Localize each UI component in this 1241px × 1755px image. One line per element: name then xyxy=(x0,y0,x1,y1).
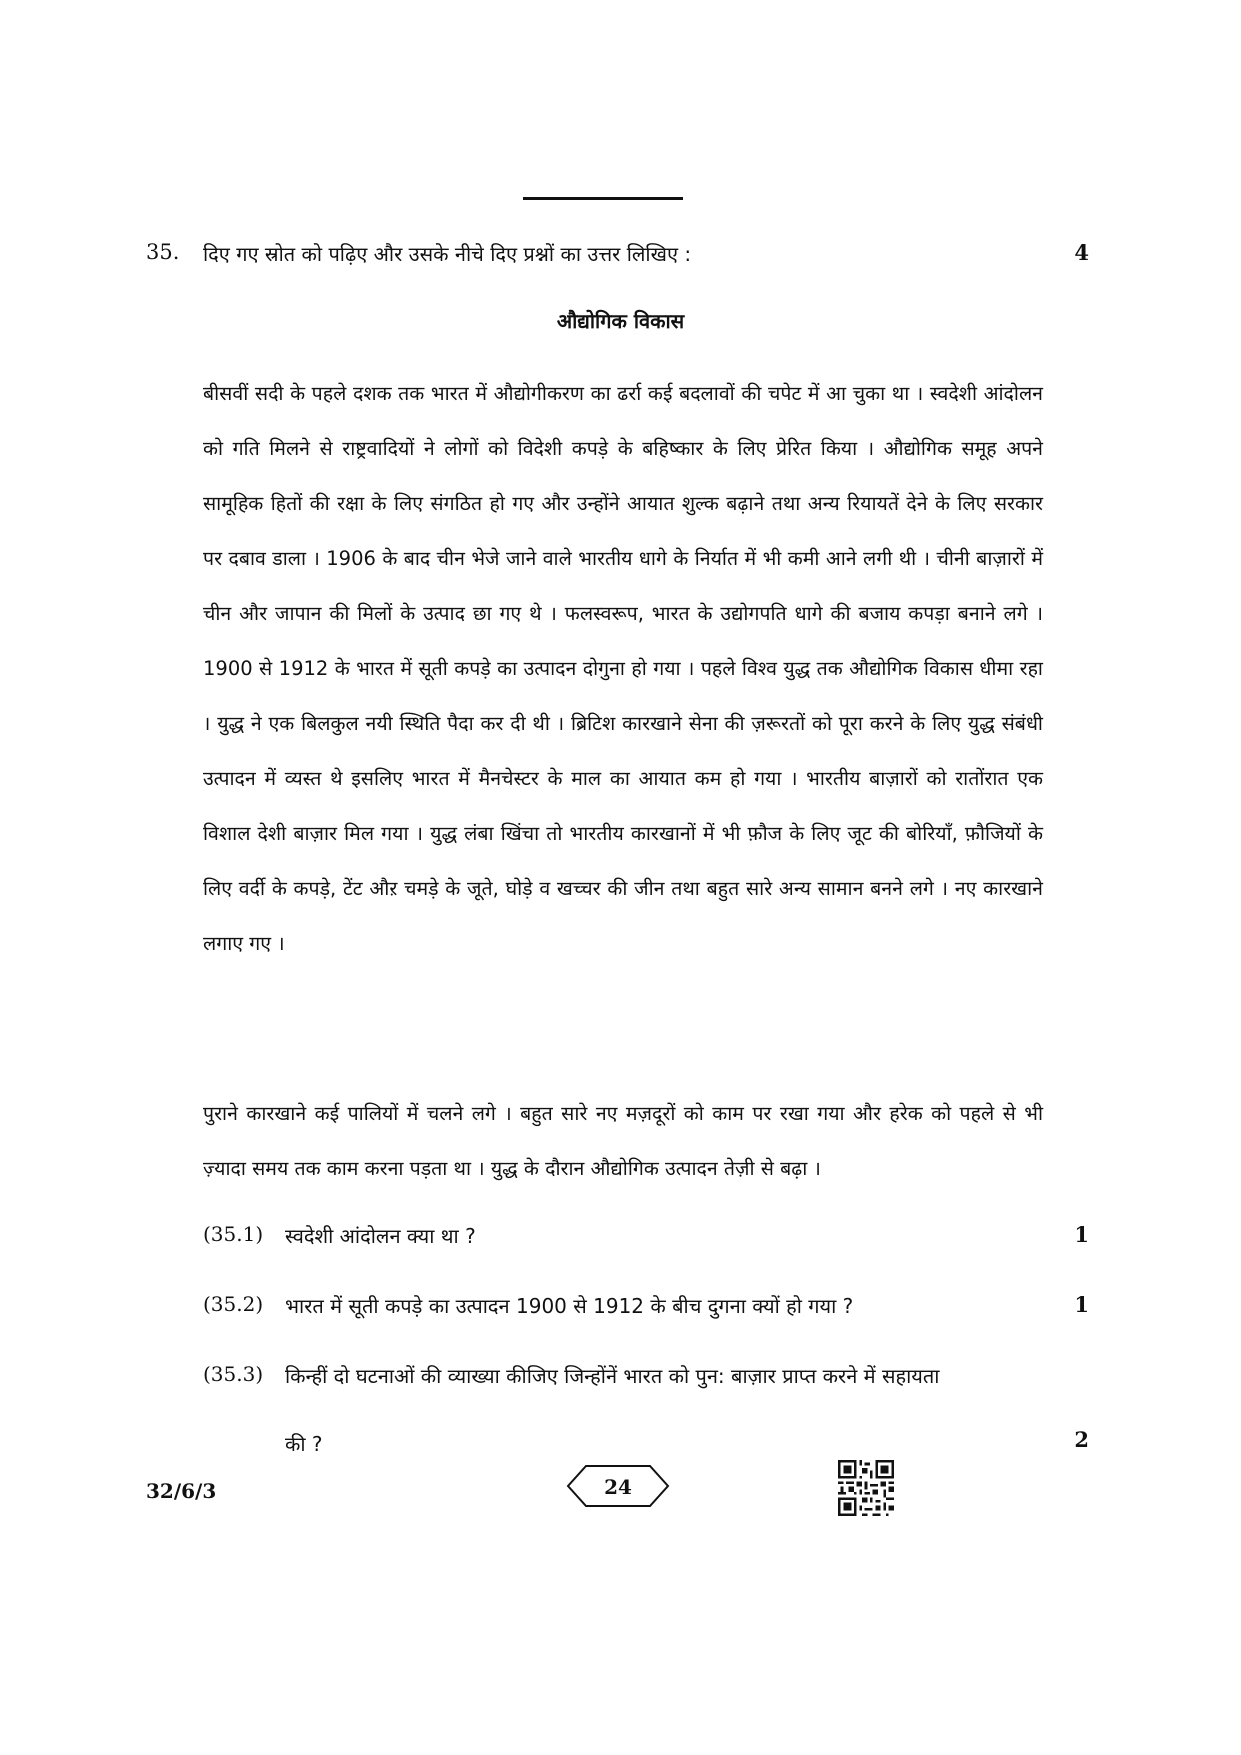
top-divider xyxy=(523,197,683,200)
question-instruction: दिए गए स्रोत को पढ़िए और उसके नीचे दिए प्रश्नों का उत्तर लिखिए : xyxy=(203,242,692,266)
source-paragraph-2: पुराने कारखाने कई पालियों में चलने लगे । बहुत सारे नए मज़दूरों को काम पर रखा गया और हरेक को पहले से भी ज़्यादा समय तक काम करना पड़ता था । युद्ध के दौरान औद्योगिक उत्पादन तेज़ी से बढ़ा । xyxy=(203,1102,1043,1180)
page-number-badge xyxy=(566,1464,670,1508)
qr-code-icon xyxy=(838,1460,894,1516)
sub-question-3-marks: 2 xyxy=(1074,1427,1089,1452)
sub-question-number: (35.1) xyxy=(203,1222,264,1246)
sub-question-2-marks: 1 xyxy=(1074,1292,1089,1317)
question-number: 35. xyxy=(146,240,180,264)
page-number: 24 xyxy=(604,1475,632,1499)
source-paragraph-1: बीसवीं सदी के पहले दशक तक भारत में औद्योगीकरण का ढर्रा कई बदलावों की चपेट में आ चुका था । स्वदेशी आंदोलन को गति मिलने से राष्ट्रवादियों ने लोगों को विदेशी कपड़े के बहिष्कार के लिए प्रेरित किया । औद्योगिक समूह अपने सामूहिक हितों की रक्षा के लिए संगठित हो गए और उन्होंने आयात शुल्क बढ़ाने तथा अन्य रियायतें देने के लिए सरकार पर दबाव डाला । 1906 के बाद चीन भेजे जाने वाले भारतीय धागे के निर्यात में भी कमी आने लगी थी । चीनी बाज़ारों में चीन और जापान की मिलों के उत्पाद छा गए थे । फलस्वरूप, भारत के उद्योगपति धागे की बजाय कपड़ा बनाने लगे । 1900 से 1912 के भारत में सूती कपड़े का उत्पादन दोगुना हो गया । पहले विश्व युद्ध तक औद्योगिक विकास धीमा रहा । युद्ध ने एक बिलकुल नयी स्थिति पैदा कर दी थी । ब्रिटिश कारखाने सेना की ज़रूरतों को पूरा करने के लिए युद्ध संबंधी उत्पादन में व्यस्त थे इसलिए भारत में मैनचेस्टर के माल का आयात कम हो गया । भारतीय बाज़ारों को रातोंरात एक विशाल देशी बाज़ार मिल गया । युद्ध लंबा खिंचा तो भारतीय कारखानों में भी फ़ौज के लिए जूट की बोरियाँ, फ़ौजियों के लिए वर्दी के कपड़े, टेंट औऱ चमड़े के जूते, घोड़े व खच्चर की जीन तथा बहुत सारे अन्य सामान बनने लगे । नए कारखाने लगाए गए । xyxy=(203,382,1043,955)
sub-question-text-continued: की ? xyxy=(285,1432,323,1456)
sub-question-text: स्वदेशी आंदोलन क्या था ? xyxy=(285,1224,476,1248)
sub-question-text: किन्हीं दो घटनाओं की व्याख्या कीजिए जिन्होंनें भारत को पुन: बाज़ार प्राप्त करने में सहायता xyxy=(285,1364,940,1388)
sub-question-1-marks: 1 xyxy=(1074,1222,1089,1247)
source-title: औद्योगिक विकास xyxy=(556,309,685,333)
paper-code: 32/6/3 xyxy=(146,1479,217,1503)
question-marks: 4 xyxy=(1074,240,1089,265)
sub-question-number: (35.2) xyxy=(203,1292,264,1316)
sub-question-number: (35.3) xyxy=(203,1362,264,1386)
sub-question-text: भारत में सूती कपड़े का उत्पादन 1900 से 1912 के बीच दुगना क्यों हो गया ? xyxy=(285,1294,854,1318)
